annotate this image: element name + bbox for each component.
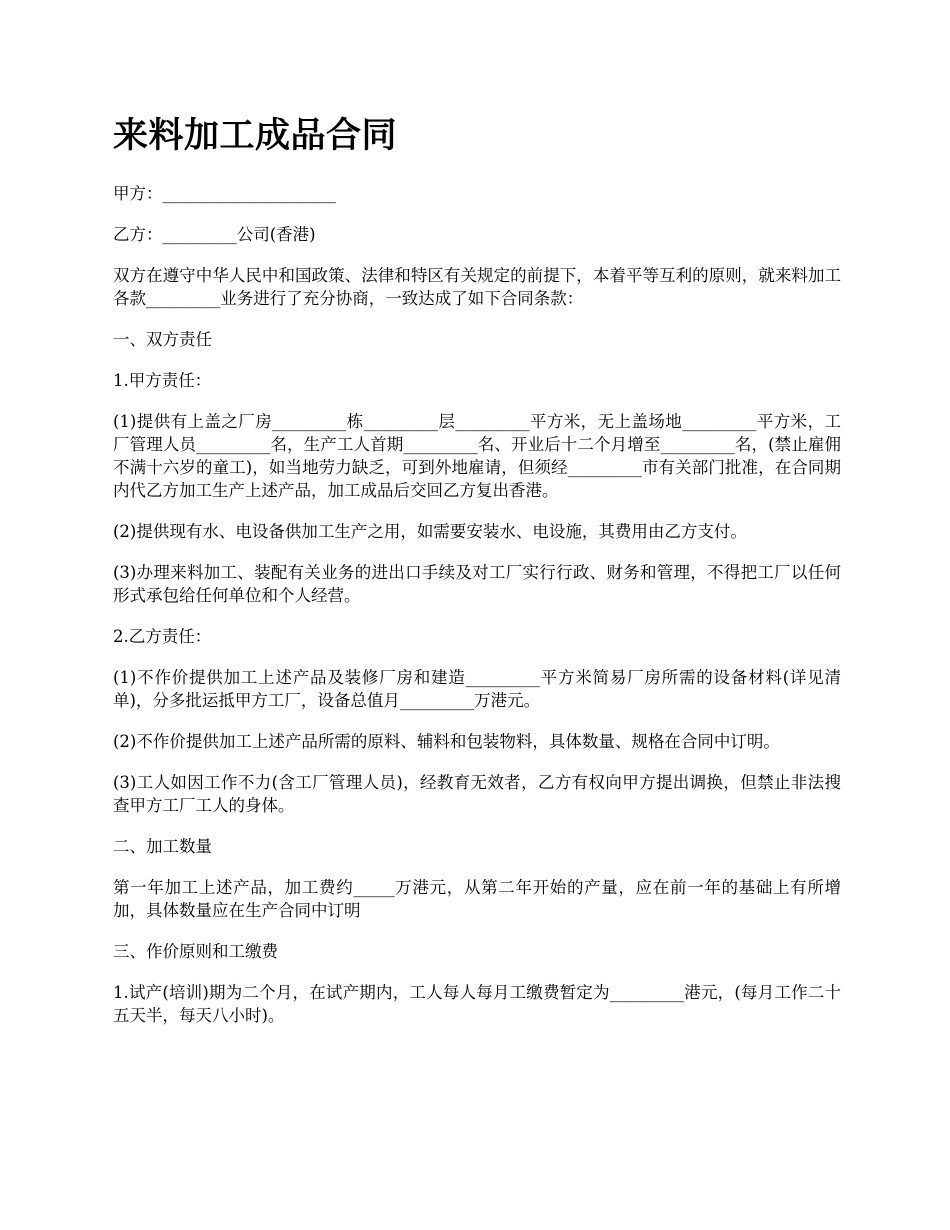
clause-party-a-1: (1)提供有上盖之厂房_________栋_________层_________平方米，无上盖场地_________平方米，工厂管理人员_________名，生产工人首期_________名、开业后十二个月增至_________名，(禁止雇佣不满十六岁的童工)，如当地劳力缺乏，可到外地雇请，但须经_________市有关部门批准，在合同期内代乙方加工生产上述产品，加工成品后交回乙方复出香港。	[113, 412, 841, 500]
section-heading-responsibilities: 一、双方责任	[113, 330, 212, 349]
document-title: 来料加工成品合同	[113, 116, 398, 156]
clause-pricing-1: 1.试产(培训)期为二个月，在试产期内，工人每人每月工缴费暂定为_________港元，(每月工作二十五天半，每天八小时)。	[113, 983, 841, 1025]
party-b-line: 乙方：_________公司(香港)	[113, 225, 316, 244]
clause-party-b-2: (2)不作价提供加工上述产品所需的原料、辅料和包装物料，具体数量、规格在合同中订明。	[113, 732, 780, 751]
section-heading-pricing: 三、作价原则和工缴费	[113, 942, 278, 961]
clause-party-b-1: (1)不作价提供加工上述产品及装修厂房和建造_________平方米简易厂房所需的设备材料(详见清单)，分多批运抵甲方工厂，设备总值月_________万港元。	[113, 668, 841, 710]
section-heading-quantity: 二、加工数量	[113, 837, 212, 856]
clause-party-a-3: (3)办理来料加工、装配有关业务的进出口手续及对工厂实行行政、财务和管理，不得把工厂以任何形式承包给任何单位和个人经营。	[113, 563, 841, 605]
clause-party-b-3: (3)工人如因工作不力(含工厂管理人员)，经教育无效者，乙方有权向甲方提出调换，但禁止非法搜查甲方工厂工人的身体。	[113, 773, 841, 815]
subsection-heading-party-a: 1.甲方责任：	[113, 371, 212, 390]
subsection-heading-party-b: 2.乙方责任：	[113, 627, 212, 646]
preamble-paragraph: 双方在遵守中华人民中和国政策、法律和特区有关规定的前提下，本着平等互利的原则，就来料加工各款_________业务进行了充分协商，一致达成了如下合同条款：	[113, 266, 841, 308]
party-a-line: 甲方：_____________________	[113, 184, 336, 203]
clause-quantity: 第一年加工上述产品，加工费约_____万港元，从第二年开始的产量，应在前一年的基础上有所增加，具体数量应在生产合同中订明	[113, 878, 841, 920]
document-page	[113, 112, 841, 1045]
clause-party-a-2: (2)提供现有水、电设备供加工生产之用，如需要安装水、电设施，其费用由乙方支付。	[113, 522, 747, 541]
